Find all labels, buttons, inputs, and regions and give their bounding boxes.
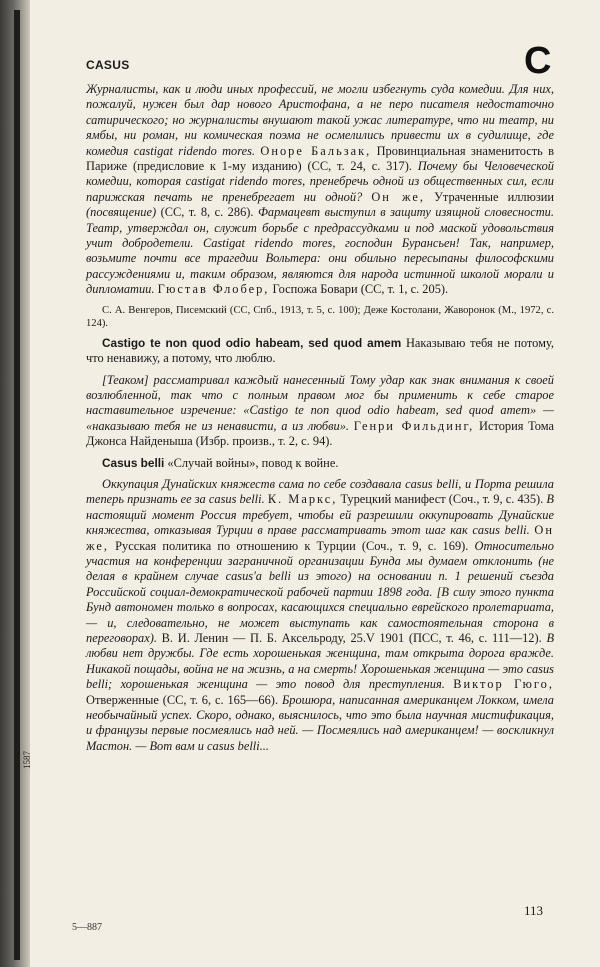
quote-author: Оноре Бальзак, bbox=[260, 143, 372, 158]
quote-source: Турецкий манифест (Соч., т. 9, с. 435). bbox=[340, 492, 544, 507]
quote-source: Утраченные иллюзии bbox=[434, 189, 554, 204]
quote-text: Оккупация Дунайских княжеств сама по себе создавала casus belli, и Порта решила теперь признать ее за casus belli. bbox=[86, 476, 554, 507]
spine-edge-strip bbox=[14, 10, 20, 960]
entry-translation: «Случай войны», повод к войне. bbox=[167, 455, 339, 470]
entry-paragraph-casus-belli-quotes bbox=[86, 477, 554, 754]
printer-signature: 5—887 bbox=[72, 922, 102, 933]
quote-text: Брошюра, написанная американцем Локком, имела необычайный успех. Скоро, однако, выяснилось, что это была научная мистификация, и французы первые посмеялись над ней. — Посмеялись над американцем! — воскликнул Мастон. — Вот вам и casus belli... bbox=[86, 692, 554, 753]
quote-text: Почему бы Человеческой комедии, которая castigat ridendo mores, пренебречь одной из общественных сил, если парижская печать не пренебрегает ни одной? bbox=[86, 159, 554, 204]
quote-text: Журналисты, как и люди иных профессий, не могли избегнуть суда комедии. Для них, пожалуй, нужен был дар нового Аристофана, а не перо писателя недостаточно сатирического; но журналисты внушают такой ужас литературе, что ни театр, ни ямбы, ни роман, ни комическая поэма не осмелились привести их в судилище, где комедия castigat ridendo mores. bbox=[86, 82, 554, 158]
entry-paragraph-castigo bbox=[86, 336, 554, 367]
page-number: 113 bbox=[524, 903, 544, 918]
quote-author: К. Маркс, bbox=[267, 492, 338, 507]
quote-text: В любви нет дружбы. Где есть хорошенькая женщина, там открыта дорога вражде. Никакой пощады, война не на жизнь, а на смерть! Хорошенькая женщина — это casus belli; хорошенькая женщина — это повод для преступления. bbox=[86, 631, 555, 692]
quote-author: Виктор Гюго, bbox=[453, 677, 554, 692]
entry-lemma: Castigo te non quod odio habeam, sed quod amem bbox=[102, 335, 402, 350]
quote-author: В. И. Ленин — П. Б. Аксельроду, bbox=[161, 631, 346, 645]
quote-text: В настоящий момент Россия требует, чтобы ей разрешили оккупировать Дунайские княжества, отказывая Турции в праве рассматривать этот шаг как casus belli. bbox=[86, 492, 554, 538]
quote-source: Провинциальная знаменитость в Париже (предисловие к 1-му изданию) (СС, т. 24, с. 317). bbox=[86, 143, 554, 174]
entry-paragraph-fielding bbox=[86, 373, 554, 450]
quote-author: Генри Фильдинг, bbox=[353, 418, 475, 433]
running-head: CASUS bbox=[86, 58, 130, 72]
quote-source: Русская политика по отношению к Турции (Соч., т. 9, с. 169). bbox=[115, 538, 469, 553]
quote-text: Фармацевт выступил в защиту изящной словесности. Театр, утверждал он, служит борьбе с предрассудками и под маской удовольствия учит добродетели. Castigat ridendo mores, господин Бурансьен! Так, например, возьмите почти все трагедии Вольтера: они обильно пересыпаны философскими рассуждениями и, таким образом, являются для народа истинной школой морали и дипломатии. bbox=[86, 205, 554, 297]
entry-paragraph-casus-belli bbox=[86, 456, 554, 471]
quote-author: Он же, bbox=[371, 189, 426, 204]
entry-lemma: Casus belli bbox=[102, 455, 165, 470]
entry-paragraph-castigat bbox=[86, 82, 554, 298]
references-paragraph: С. А. Венгеров, Писемский (СС, Спб., 1913, т. 5, с. 100); Деже Костолани, Жаворонок (М., 1972, с. 124). bbox=[86, 304, 554, 329]
quote-source: Госпожа Бовари (СС, т. 1, с. 205). bbox=[272, 282, 449, 297]
quote-source: Отверженные (СС, т. 6, с. 165—66). bbox=[86, 692, 279, 707]
page-body bbox=[86, 82, 554, 760]
quote-source-note: (посвящение) bbox=[86, 205, 157, 220]
quote-text: [Теаком] рассматривал каждый нанесенный Тому удар как знак внимания к своей возлюбленной, так что с полным правом мог бы применить к себе старое наставительное изречение: «Castigo te non quod odio habeam, sed quod amem» — «наказываю тебя не из ненависти, а из любви». bbox=[86, 372, 554, 433]
quote-source: История Тома Джонса Найденыша (Избр. произв., т. 2, с. 94). bbox=[86, 418, 554, 449]
quote-author: Он же, bbox=[86, 523, 554, 553]
quote-source: (СС, т. 8, с. 286). bbox=[160, 205, 254, 220]
quote-text: Относительно участия на конференции заграничной организации Бунда мы думаем отклонить (не делая в крайнем случае casus'а belli из этого) на основании п. 1 решений съезда Российской социал-демократической рабочей партии 1898 года. [В силу этого пункта Бунд автономен только в вопросах, касающихся специально еврейского пролетариата, — и, следовательно, не может выступать как самостоятельная сторона в переговорах). bbox=[86, 538, 554, 645]
spine-number: 1587 bbox=[22, 751, 32, 769]
section-letter: C bbox=[524, 40, 552, 82]
quote-source: 25.V 1901 (ПСС, т. 46, с. 111—12). bbox=[350, 631, 542, 645]
entry-translation: Наказываю тебя не потому, что ненавижу, а потому, что люблю. bbox=[86, 335, 554, 366]
quote-author: Гюстав Флобер, bbox=[157, 282, 270, 297]
